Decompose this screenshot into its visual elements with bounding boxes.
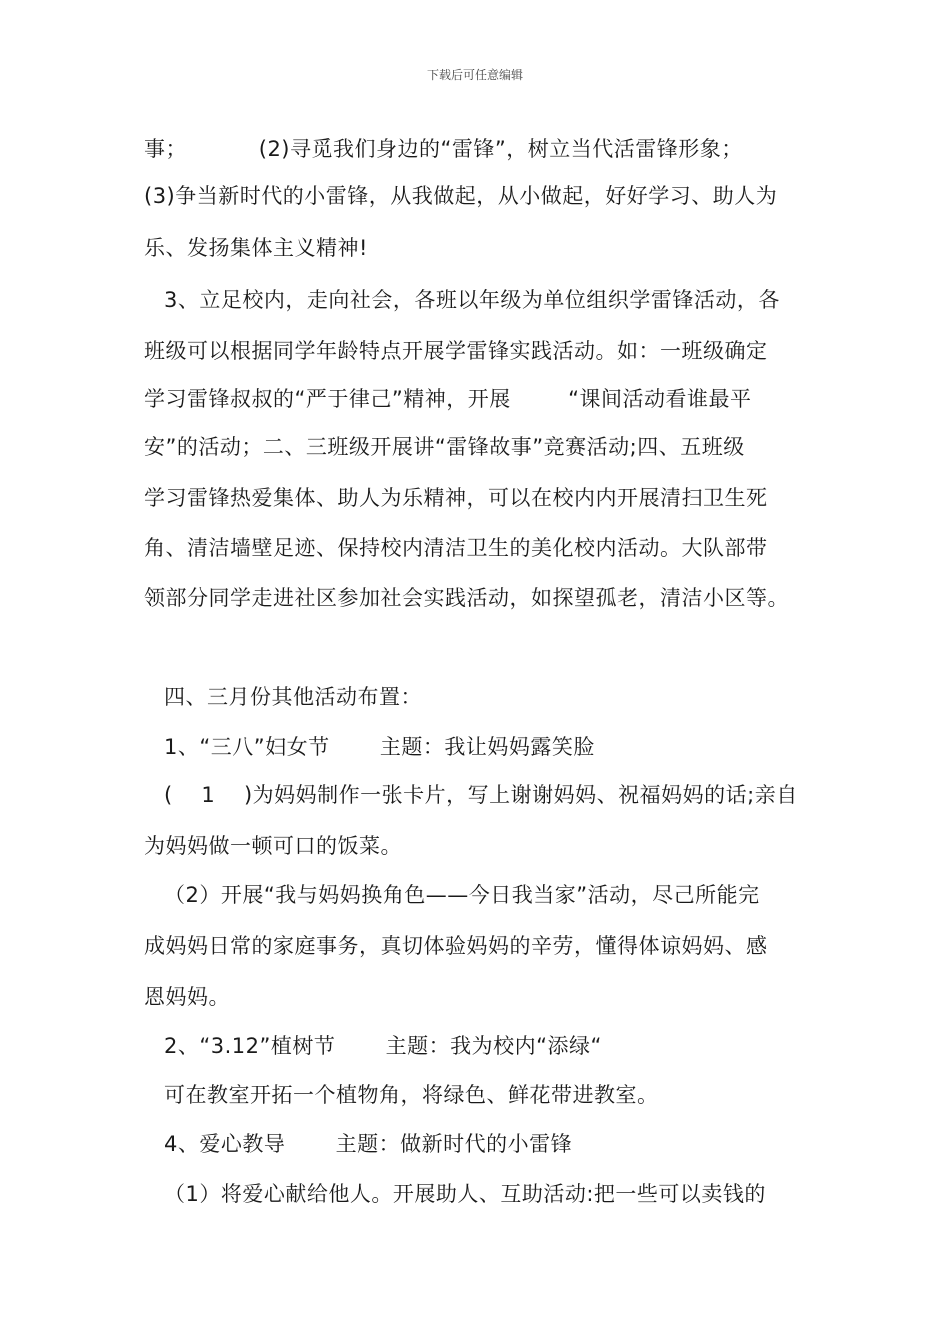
text-line: 可在教室开拓一个植物角，将绿色、鲜花带进教室。 xyxy=(164,1083,659,1107)
text-line: 班级可以根据同学年龄特点开展学雷锋实践活动。如：一班级确定 xyxy=(144,339,768,363)
text-line: 角、清洁墙壁足迹、保持校内清洁卫生的美化校内活动。大队部带 xyxy=(144,536,768,560)
text-line: 恩妈妈。 xyxy=(144,985,230,1009)
text-line: 乐、发扬集体主义精神! xyxy=(144,236,368,260)
text-line: 为妈妈做一顿可口的饭菜。 xyxy=(144,834,402,858)
page-header: 下载后可任意编辑 xyxy=(426,68,523,82)
text-line: （2）开展“我与妈妈换角色——今日我当家”活动，尽己所能完 xyxy=(164,883,760,907)
section-heading: 四、三月份其他活动布置： xyxy=(164,685,422,709)
text-line: ( 1 )为妈妈制作一张卡片，写上谢谢妈妈、祝福妈妈的话;亲自 xyxy=(164,783,798,807)
text-line: 成妈妈日常的家庭事务，真切体验妈妈的辛劳，懂得体谅妈妈、感 xyxy=(144,934,768,958)
text-line: 事； (2)寻觅我们身边的“雷锋”，树立当代活雷锋形象； xyxy=(144,137,743,161)
text-line: 安”的活动；二、三班级开展讲“雷锋故事”竞赛活动;四、五班级 xyxy=(144,435,745,459)
text-line: 4、爱心教导 主题：做新时代的小雷锋 xyxy=(164,1132,573,1156)
text-line: 学习雷锋叔叔的“严于律己”精神，开展 “课间活动看谁最平 xyxy=(144,387,752,411)
text-line: 学习雷锋热爱集体、助人为乐精神，可以在校内内开展清扫卫生死 xyxy=(144,486,768,510)
text-line: 3、立足校内，走向社会，各班以年级为单位组织学雷锋活动，各 xyxy=(164,288,780,312)
text-line: (3)争当新时代的小雷锋，从我做起，从小做起，好好学习、助人为 xyxy=(144,184,778,208)
text-line: 领部分同学走进社区参加社会实践活动，如探望孤老，清洁小区等。 xyxy=(144,586,789,610)
text-line: 2、“3.12”植树节 主题：我为校内“添绿“ xyxy=(164,1034,602,1058)
text-line: 1、“三八”妇女节 主题：我让妈妈露笑脸 xyxy=(164,735,595,759)
text-line: （1）将爱心献给他人。开展助人、互助活动:把一些可以卖钱的 xyxy=(164,1182,766,1206)
